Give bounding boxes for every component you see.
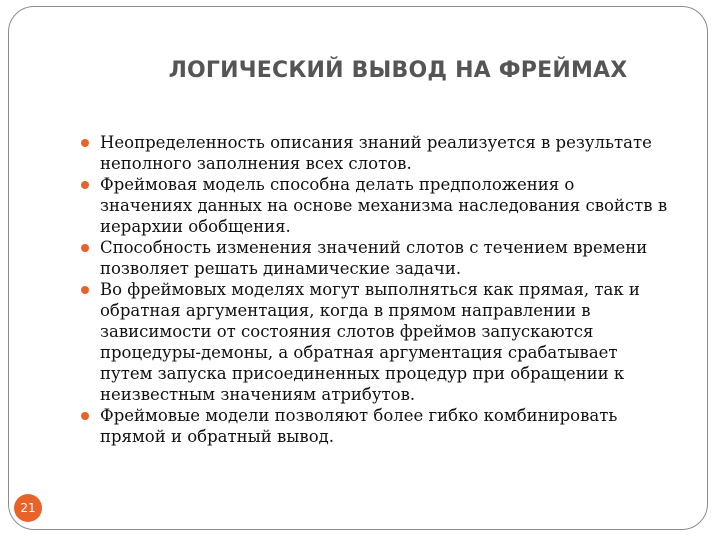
slide-title: ЛОГИЧЕСКИЙ ВЫВОД НА ФРЕЙМАХ <box>168 58 628 83</box>
bullet-text: Фреймовая модель способна делать предположения о значениях данных на основе механизма наследования свойств в иерархии обобщения. <box>100 175 668 236</box>
bullet-text: Фреймовые модели позволяют более гибко комбинировать прямой и обратный вывод. <box>100 406 618 446</box>
bullet-item <box>80 237 670 279</box>
bullet-item <box>80 132 670 174</box>
bullet-text: Способность изменения значений слотов с течением времени позволяет решать динамические задачи. <box>100 238 648 278</box>
bullet-dot-icon <box>81 244 89 252</box>
bullet-dot-icon <box>81 139 89 147</box>
page-number-badge: 21 <box>14 494 42 522</box>
bullet-dot-icon <box>81 412 89 420</box>
bullet-dot-icon <box>81 181 89 189</box>
bullet-item <box>80 405 670 447</box>
bullet-text: Неопределенность описания знаний реализуется в результате неполного заполнения всех слотов. <box>100 133 652 173</box>
bullet-item <box>80 279 670 405</box>
bullet-item <box>80 174 670 237</box>
bullet-text: Во фреймовых моделях могут выполняться как прямая, так и обратная аргументация, когда в прямом направлении в зависимости от состояния слотов фреймов запускаются процедуры-демоны, а обратная аргументация срабатывает путем запуска присоединенных процедур при обращении к неизвестным значениям атрибутов. <box>100 280 640 404</box>
bullet-list <box>80 132 670 447</box>
bullet-dot-icon <box>81 286 89 294</box>
